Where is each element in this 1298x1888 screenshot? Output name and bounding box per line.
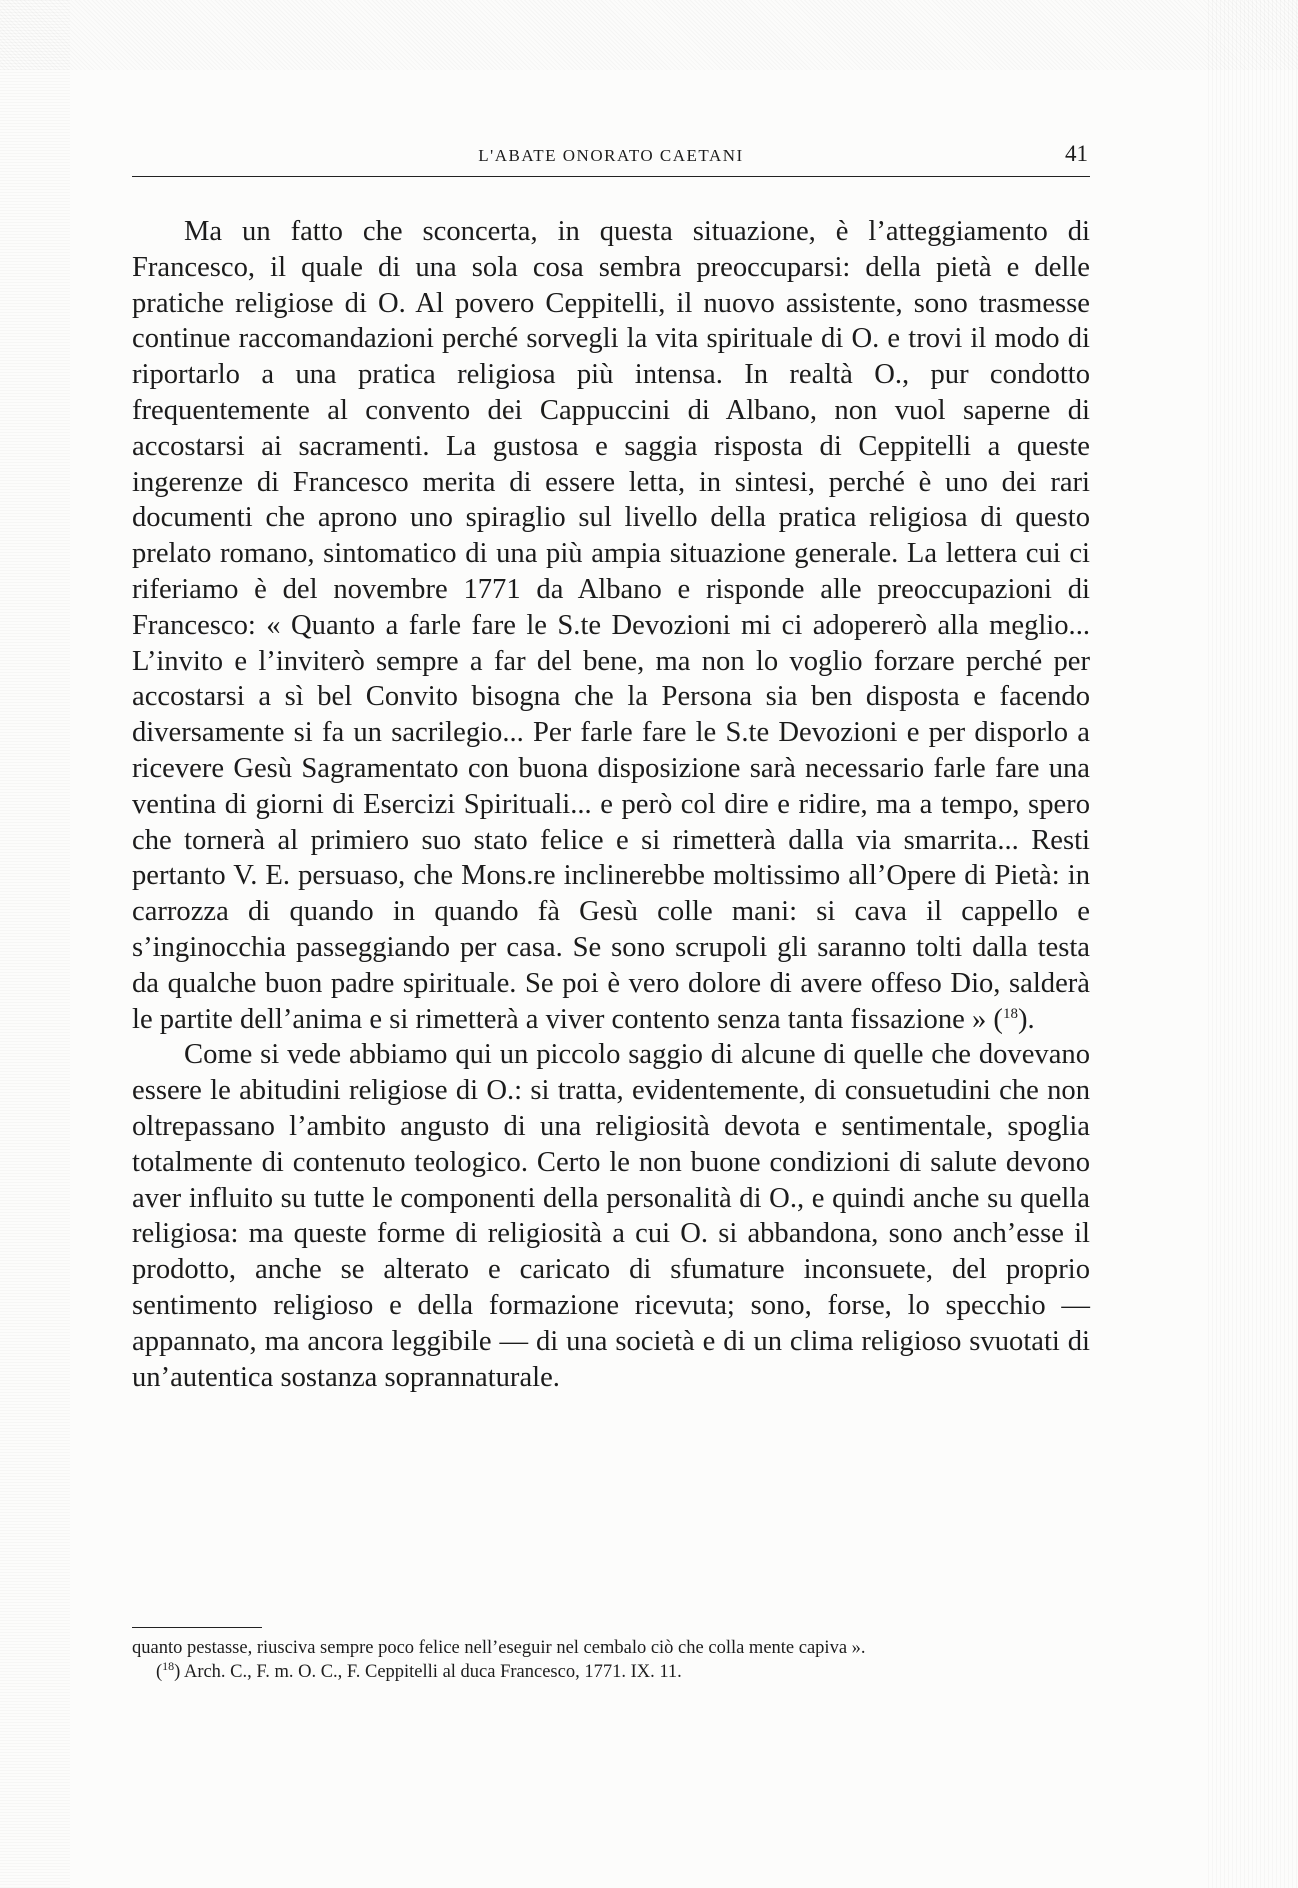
scan-noise-left xyxy=(0,0,70,1888)
paragraph-2-text: Come si vede abbiamo qui un piccolo saggio di alcune di quelle che dovevano essere le abitudini religiose di O.: si tratta, evidentemente, di consuetudini che non oltrepassano l’ambito angusto di una religiosità devota e sentimentale, spoglia totalmente di contenuto teologico. Certo le non buone condizioni di salute devono aver influito su tutte le componenti della personalità di O., e quindi anche su quella religiosa: ma queste forme di religiosità a cui O. si abbandona, sono anch’esse il prodotto, anche se alterato e caricato di sfumature inconsuete, del proprio sentimento religioso e della formazione ricevuta; sono, forse, lo specchio — appannato, ma ancora leggibile — di una società e di un clima religioso svuotati di un’autentica sostanza soprannaturale. xyxy=(132,1039,1090,1393)
paragraph-2 xyxy=(132,1037,1090,1395)
footnotes xyxy=(132,1636,1090,1684)
body-text xyxy=(132,214,1090,1395)
scan-noise-top xyxy=(0,0,1298,70)
footnote-ref-18: 18 xyxy=(1002,1005,1018,1022)
footnote-continued: quanto pestasse, riusciva sempre poco felice nell’eseguir nel cembalo ciò che colla mente capiva ». xyxy=(132,1638,866,1658)
footnote-18-number: 18 xyxy=(162,1659,175,1673)
scan-noise-right xyxy=(1208,0,1298,1888)
running-header xyxy=(132,140,1090,177)
paragraph-1-text: Ma un fatto che sconcerta, in questa situazione, è l’atteggiamento di Francesco, il quale di una sola cosa sembra preoccuparsi: della pietà e delle pratiche religiose di O. Al povero Ceppitelli, il nuovo assistente, sono trasmesse continue raccomandazioni perché sorvegli la vita spirituale di O. e trovi il modo di riportarlo a una pratica religiosa più intensa. In realtà O., pur condotto frequentemente al convento dei Cappuccini di Albano, non vuol saperne di accostarsi ai sacramenti. La gustosa e saggia risposta di Ceppitelli a queste ingerenze di Francesco merita di essere letta, in sintesi, perché è uno dei rari documenti che aprono uno spiraglio sul livello della pratica religiosa di questo prelato romano, sintomatico di una più ampia situazione generale. La lettera cui ci riferiamo è del novembre 1771 da Albano e risponde alle preoccupazioni di Francesco: « Quanto a farle fare le S.te Devozioni mi ci adopererò alla meglio... L’invito e l’inviterò sempre a far del bene, ma non lo voglio forzare perché per accostarsi a sì bel Convito bisogna che la Persona sia ben disposta e facendo diversamente si fa un sacrilegio... Per farle fare le S.te Devozioni e per disporlo a ricevere Gesù Sagramentato con buona disposizione sarà necessario farle fare una ventina di giorni di Esercizi Spirituali... e però col dire e ridire, ma a tempo, spero che tornerà al primiero suo stato felice e si rimetterà dalla via smarrita... Resti pertanto V. E. persuaso, che Mons.re inclinerebbe moltissimo all’Opere di Pietà: in carrozza di quando in quando fà Gesù colle mani: si cava il cappello e s’inginocchia passeggiando per casa. Se sono scrupoli gli saranno tolti dalla testa da qualche buon padre spirituale. Se poi è vero dolore di avere offeso Dio, salderà le partite dell’anima e si rimetterà a viver contento senza tanta fissazione » ( xyxy=(132,216,1090,1035)
page-number: 41 xyxy=(1065,141,1088,166)
paragraph-1 xyxy=(132,214,1090,1037)
running-title: L'ABATE ONORATO CAETANI xyxy=(478,146,744,165)
footnote-18-mark: ($^{18}$) xyxy=(156,1659,181,1682)
paragraph-1-closing: ). xyxy=(1017,1003,1035,1035)
footnote-18-text: Arch. C., F. m. O. C., F. Ceppitelli al duca Francesco, 1771. IX. 11. xyxy=(183,1662,682,1682)
footnote-separator xyxy=(132,1627,262,1628)
footnote-18 xyxy=(132,1660,1090,1684)
